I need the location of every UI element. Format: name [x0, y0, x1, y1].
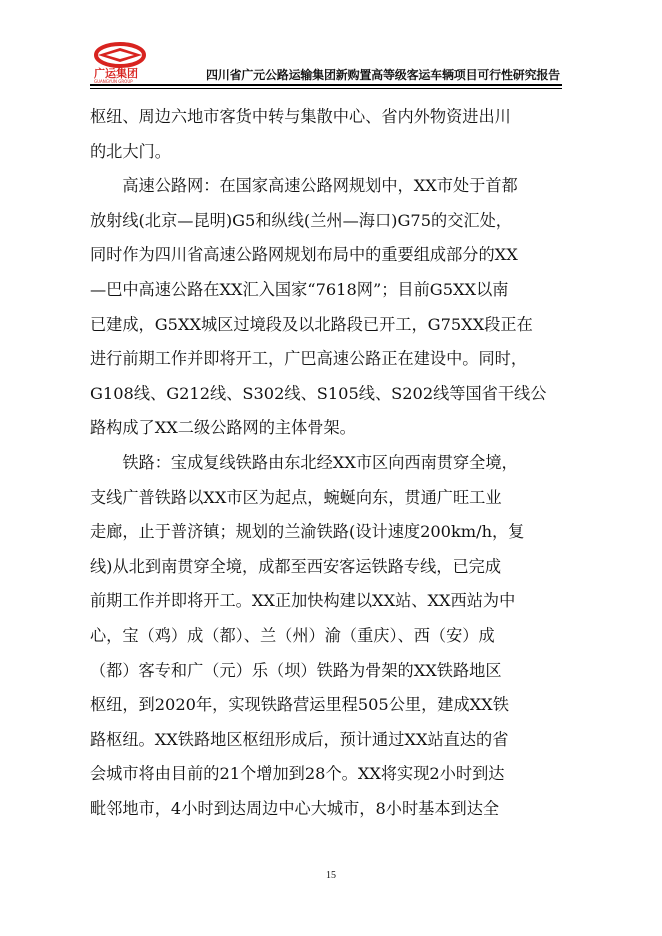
text-line: G108线、G212线、S302线、S105线、S202线等国省干线公: [90, 383, 547, 403]
text-line: 支线广普铁路以XX市区为起点，蜿蜒向东，贯通广旺工业: [90, 487, 502, 507]
text-line: 枢纽、周边六地市客货中转与集散中心、省内外物资进出川: [90, 107, 511, 126]
header-rule-thin: [90, 88, 562, 89]
text-line: 进行前期工作并即将开工，广巴高速公路正在建设中。同时，: [90, 349, 528, 369]
text-line: 路枢纽。XX铁路地区枢纽形成后，预计通过XX站直达的省: [90, 729, 509, 749]
header-title: 四川省广元公路运输集团新购置高等级客运车辆项目可行性研究报告: [205, 68, 560, 82]
text-line: 毗邻地市，4小时到达周边中心大城市，8小时基本到达全: [90, 798, 500, 818]
logo-text: 广运集团: [94, 67, 138, 80]
text-line: 前期工作并即将开工。XX正加快构建以XX站、XX西站为中: [90, 591, 516, 611]
page-header: [90, 40, 560, 84]
text-line: 走廊，止于普济镇；规划的兰渝铁路(设计速度200km/h，复: [90, 522, 525, 542]
text-line: 会城市将由目前的21个增加到28个。XX将实现2小时到达: [90, 764, 505, 784]
text-line: 心，宝（鸡）成（都）、兰（州）渝（重庆）、西（安）成: [90, 625, 495, 645]
header-rule: [90, 84, 562, 86]
body-text: [90, 100, 560, 826]
text-line: 枢纽，到2020年，实现铁路营运里程505公里，建成XX铁: [90, 695, 509, 715]
text-line: 铁路：宝成复线铁路由东北经XX市区向西南贯穿全境，: [90, 452, 518, 472]
page-number: 15: [326, 870, 336, 881]
text-line: 同时作为四川省高速公路网规划布局中的重要组成部分的XX: [90, 245, 518, 265]
text-line: 线)从北到南贯穿全境，成都至西安客运铁路专线，已完成: [90, 556, 502, 576]
text-line: （都）客专和广（元）乐（坝）铁路为骨架的XX铁路地区: [90, 660, 502, 680]
logo-subtext: GUANGYUN GROUP: [94, 79, 133, 84]
text-line: —巴中高速公路在XX汇入国家“7618网”；目前G5XX以南: [90, 279, 509, 299]
text-line: 的北大门。: [90, 141, 171, 161]
text-line: 高速公路网：在国家高速公路网规划中，XX市处于首都: [90, 176, 518, 196]
text-line: 已建成，G5XX城区过境段及以北路段已开工，G75XX段正在: [90, 314, 533, 334]
text-line: 路构成了XX二级公路网的主体骨架。: [90, 418, 356, 438]
text-line: 放射线(北京—昆明)G5和纵线(兰州—海口)G75的交汇处，: [90, 210, 512, 230]
guangyun-logo: [90, 40, 194, 84]
